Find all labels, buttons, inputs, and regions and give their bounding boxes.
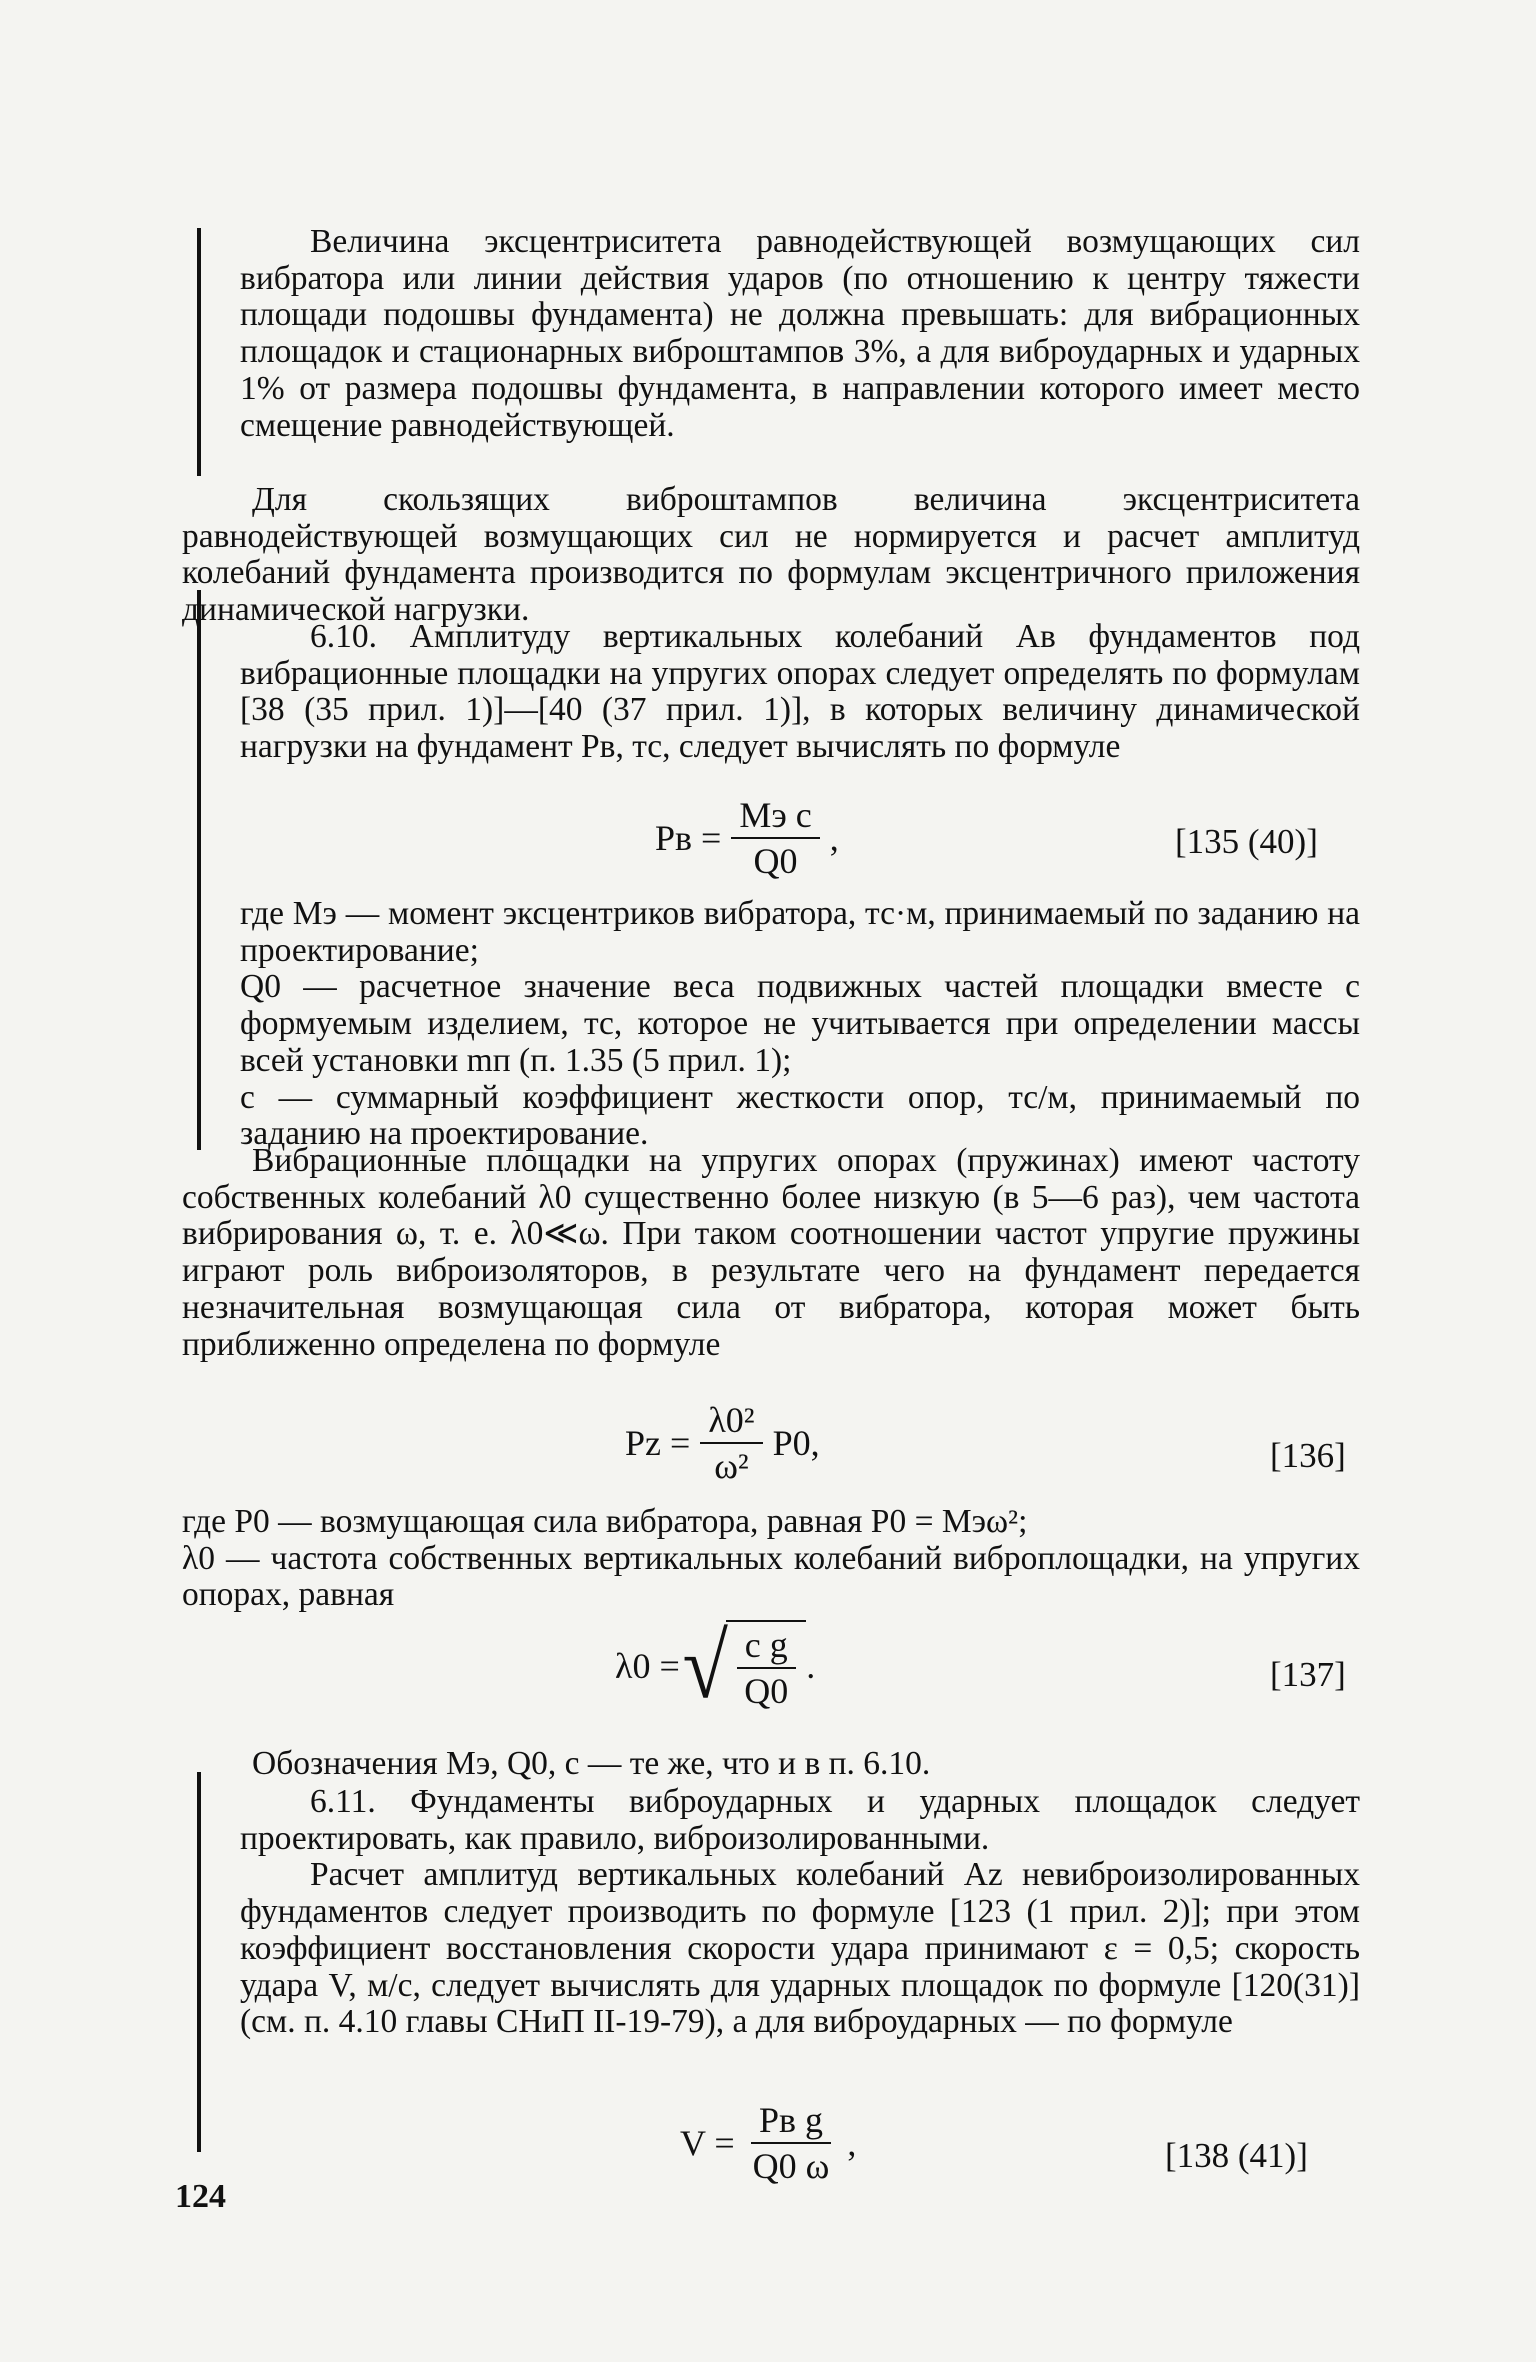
formula-numerator: Pв g [751,2100,831,2144]
formula-lhs: V = [680,2123,735,2163]
paragraph-eccentricity: Величина эксцентриситета равнодействующей возмущающих сил вибратора или линии действия ударов (по отношению к центру тяжести площади подошвы фундамента) не должна превышать: для вибрационных площадок и стационарных виброштампов 3%, а для виброударных и ударных 1% от размера подошвы фундамента, в направлении которого имеет место смещение равнодействующей. [240,223,1360,444]
paragraph-impact-calc: Расчет амплитуд вертикальных колебаний Az невиброизолированных фундаментов следует производить по формуле [123 (1 прил. 2)]; при этом коэффициент восстановления скорости удара принимают ε = 0,5; скорость удара V, м/с, следует вычислять для ударных площадок по формуле [120(31)] (см. п. 4.10 главы СНиП II-19-79), а для виброударных — по формуле [240,1856,1360,2041]
formula-137 [615,1614,816,1717]
formula-tail: , [847,2123,857,2163]
square-root-icon: √ [682,1614,728,1717]
paragraph-6-10: 6.10. Амплитуду вертикальных колебаний Aв фундаментов под вибрационные площадки на упругих опорах следует определять по формулам [38 (35 прил. 1)]—[40 (37 прил. 1)], в которых величину динамической нагрузки на фундамент Pв, тс, следует вычислять по формуле [240,618,1360,766]
formula-136 [625,1400,820,1486]
paragraph-vibration-platforms: Вибрационные площадки на упругих опорах (пружинах) имеют частоту собственных колебаний λ0 существенно более низкую (в 5—6 раз), чем частота вибрирования ω, т. е. λ0≪ω. При таком соотношении частот упругие пружины играют роль виброизоляторов, в результате чего на фундамент передается незначительная возмущающая сила от вибратора, которая может быть приближенно определена по формуле [182,1142,1360,1363]
equation-number: [135 (40)] [1175,822,1318,861]
formula-135 [655,795,839,881]
formula-numerator: Mэ c [731,795,819,839]
margin-bar [197,590,201,1150]
paragraph-lambda0: λ0 — частота собственных вертикальных колебаний виброплощадки, на упругих опорах, равная [182,1539,1360,1614]
paragraph-p0: где P0 — возмущающая сила вибратора, равная P0 = Mэω²; [182,1503,1028,1540]
page-number: 124 [175,2178,226,2215]
formula-denominator: Q0 [753,841,798,881]
paragraph-notation: Обозначения Mэ, Q0, c — те же, что и в п. 6.10. [252,1745,931,1782]
formula-tail: . [806,1645,816,1686]
paragraph-6-11: 6.11. Фундаменты виброударных и ударных площадок следует проектировать, как правило, виброизолированными. [240,1783,1360,1857]
formula-numerator: λ0² [700,1400,762,1444]
paragraph-c: c — суммарный коэффициент жесткости опор, тс/м, принимаемый по заданию на проектирование. [240,1078,1360,1153]
paragraph-sliding-stamps: Для скользящих виброштампов величина эксцентриситета равнодействующей возмущающих сил не нормируется и расчет амплитуд колебаний фундамента производится по формулам эксцентричного приложения динамической нагрузки. [182,481,1360,629]
formula-numerator: c g [737,1625,796,1669]
formula-lhs: Pв = [655,818,722,858]
margin-bar [197,228,201,476]
formula-tail: P0, [772,1423,820,1463]
margin-bar [197,1772,201,2152]
formula-138 [680,2100,856,2186]
formula-denominator: Q0 ω [752,2146,830,2186]
formula-lhs: Pz = [625,1423,691,1463]
equation-number: [136] [1270,1436,1346,1475]
paragraph-q0: Q0 — расчетное значение веса подвижных частей площадки вместе с формуемым изделием, тс, которое не учитывается при определении массы всей установки mп (п. 1.35 (5 прил. 1); [240,968,1360,1079]
formula-lhs: λ0 = [615,1645,680,1686]
formula-tail: , [829,818,839,858]
paragraph-where-me: где Mэ — момент эксцентриков вибратора, тс·м, принимаемый по заданию на проектирование; [240,895,1360,969]
formula-denominator: Q0 [744,1671,789,1711]
equation-number: [138 (41)] [1165,2136,1308,2175]
formula-denominator: ω² [714,1446,749,1486]
equation-number: [137] [1270,1655,1346,1694]
